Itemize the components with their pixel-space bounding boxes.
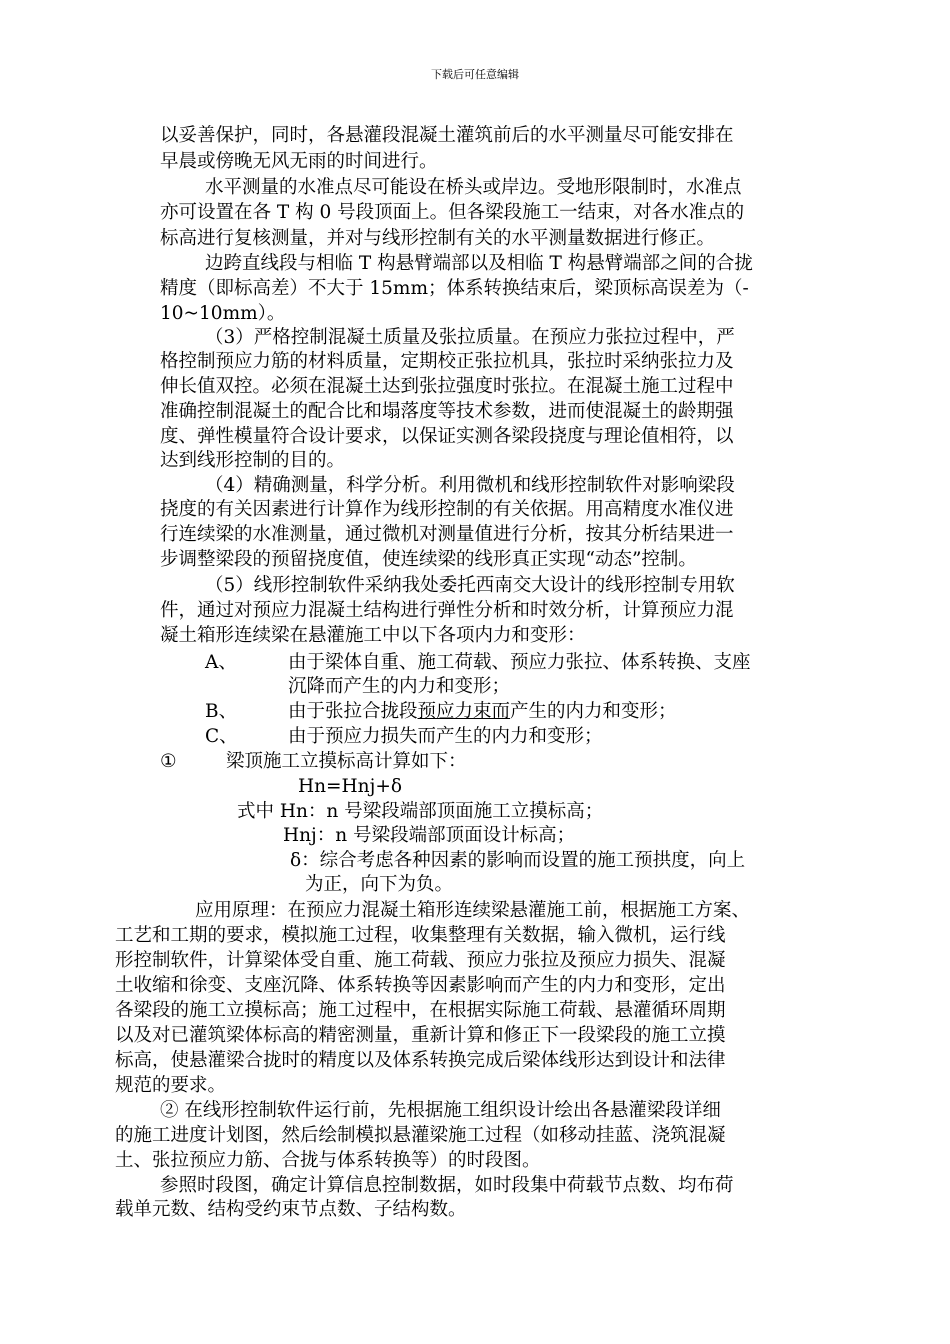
text-line: 工艺和工期的要求，模拟施工过程，收集整理有关数据，输入微机，运行线 bbox=[115, 925, 726, 946]
formula-definition: δ：综合考虑各种因素的影响而设置的施工预拱度，向上 bbox=[290, 850, 746, 871]
text-line: 土收缩和徐变、支座沉降、体系转换等因素影响而产生的内力和变形，定出 bbox=[115, 975, 726, 996]
numbered-marker: ① bbox=[160, 751, 177, 772]
list-item-text-end: 产生的内力和变形； bbox=[510, 701, 677, 722]
text-line: （3）严格控制混凝土质量及张拉质量。在预应力张拉过程中，严 bbox=[205, 327, 735, 348]
text-line: （5）线形控制软件采纳我处委托西南交大设计的线形控制专用软 bbox=[205, 575, 735, 596]
list-item-text-start: 由于张拉合拢段 bbox=[288, 701, 418, 722]
list-marker: B、 bbox=[205, 701, 238, 722]
text-line: 标高进行复核测量，并对与线形控制有关的水平测量数据进行修正。 bbox=[160, 228, 716, 249]
text-line: 伸长值双控。必须在混凝土达到张拉强度时张拉。在混凝土施工过程中 bbox=[160, 376, 734, 397]
text-line: 凝土箱形连续梁在悬灌施工中以下各项内力和变形： bbox=[160, 625, 586, 646]
list-item-text bbox=[288, 700, 677, 724]
text-line: 形控制软件，计算梁体受自重、施工荷载、预应力张拉及预应力损失、混凝 bbox=[115, 950, 726, 971]
formula-definition: Hnj：n 号梁段端部顶面设计标高； bbox=[283, 825, 576, 846]
list-item-text: 由于预应力损失而产生的内力和变形； bbox=[288, 726, 603, 747]
text-line: 应用原理：在预应力混凝土箱形连续梁悬灌施工前，根据施工方案、 bbox=[195, 900, 751, 921]
text-line: 早晨或傍晚无风无雨的时间进行。 bbox=[160, 151, 438, 172]
formula-definition: 式中 Hn：n 号梁段端部顶面施工立摸标高； bbox=[237, 801, 604, 822]
text-line: 件，通过对预应力混凝土结构进行弹性分析和时效分析，计算预应力混 bbox=[160, 600, 734, 621]
text-line: 精度（即标高差）不大于 15mm；体系转换结束后，梁顶标高误差为（- bbox=[160, 278, 749, 299]
text-line: 行连续梁的水准测量，通过微机对测量值进行分析，按其分析结果进一 bbox=[160, 524, 734, 545]
text-line: 准确控制混凝土的配合比和塌落度等技术参数，进而使混凝土的龄期强 bbox=[160, 401, 734, 422]
numbered-item-text: 梁顶施工立摸标高计算如下： bbox=[226, 751, 467, 772]
formula-definition: 为正，向下为负。 bbox=[305, 874, 454, 895]
text-line: 载单元数、结构受约束节点数、子结构数。 bbox=[115, 1199, 467, 1220]
list-marker: C、 bbox=[205, 726, 238, 747]
text-line: 以妥善保护，同时，各悬灌段混凝土灌筑前后的水平测量尽可能安排在 bbox=[160, 125, 734, 146]
list-marker: A、 bbox=[205, 652, 237, 673]
text-line: 达到线形控制的目的。 bbox=[160, 450, 346, 471]
text-line: 格控制预应力筋的材料质量，定期校正张拉机具，张拉时采纳张拉力及 bbox=[160, 351, 734, 372]
list-item-text: 沉降而产生的内力和变形； bbox=[288, 676, 511, 697]
text-line: 规范的要求。 bbox=[115, 1075, 227, 1096]
page-header-note: 下载后可任意编辑 bbox=[431, 68, 519, 81]
text-line: 10~10mm）。 bbox=[160, 303, 286, 324]
text-line: 度、弹性模量符合设计要求，以保证实测各梁段挠度与理论值相符，以 bbox=[160, 426, 734, 447]
text-line: 挠度的有关因素进行计算作为线形控制的有关依据。用高精度水准仪进 bbox=[160, 499, 734, 520]
formula: Hn=Hnj+δ bbox=[298, 776, 402, 797]
list-item-text: 由于梁体自重、施工荷载、预应力张拉、体系转换、支座 bbox=[288, 652, 751, 673]
text-line: 标高，使悬灌梁合拢时的精度以及体系转换完成后梁体线形达到设计和法律 bbox=[115, 1050, 726, 1071]
text-line: 水平测量的水准点尽可能设在桥头或岸边。受地形限制时，水准点 bbox=[205, 177, 742, 198]
text-line: 各梁段的施工立摸标高；施工过程中，在根据实际施工荷载、悬灌循环周期 bbox=[115, 1000, 726, 1021]
text-line: 参照时段图，确定计算信息控制数据，如时段集中荷载节点数、均布荷 bbox=[160, 1175, 734, 1196]
text-line: 亦可设置在各 T 构 0 号段顶面上。但各梁段施工一结束，对各水准点的 bbox=[160, 202, 745, 223]
text-line: （4）精确测量，科学分析。利用微机和线形控制软件对影响梁段 bbox=[205, 475, 735, 496]
text-line: 以及对已灌筑梁体标高的精密测量，重新计算和修正下一段梁段的施工立摸 bbox=[115, 1025, 726, 1046]
underlined-phrase: 预应力束而 bbox=[417, 701, 511, 722]
text-line: 步调整梁段的预留挠度值，使连续梁的线形真正实现“动态”控制。 bbox=[160, 549, 697, 570]
text-line: 的施工进度计划图，然后绘制模拟悬灌梁施工过程（如移动挂蓝、浇筑混凝 bbox=[115, 1125, 726, 1146]
text-line: 土、张拉预应力筋、合拢与体系转换等）的时段图。 bbox=[115, 1150, 541, 1171]
text-line: 边跨直线段与相临 T 构悬臂端部以及相临 T 构悬臂端部之间的合拢 bbox=[205, 253, 753, 274]
text-line: ② 在线形控制软件运行前，先根据施工组织设计绘出各悬灌梁段详细 bbox=[160, 1100, 721, 1121]
